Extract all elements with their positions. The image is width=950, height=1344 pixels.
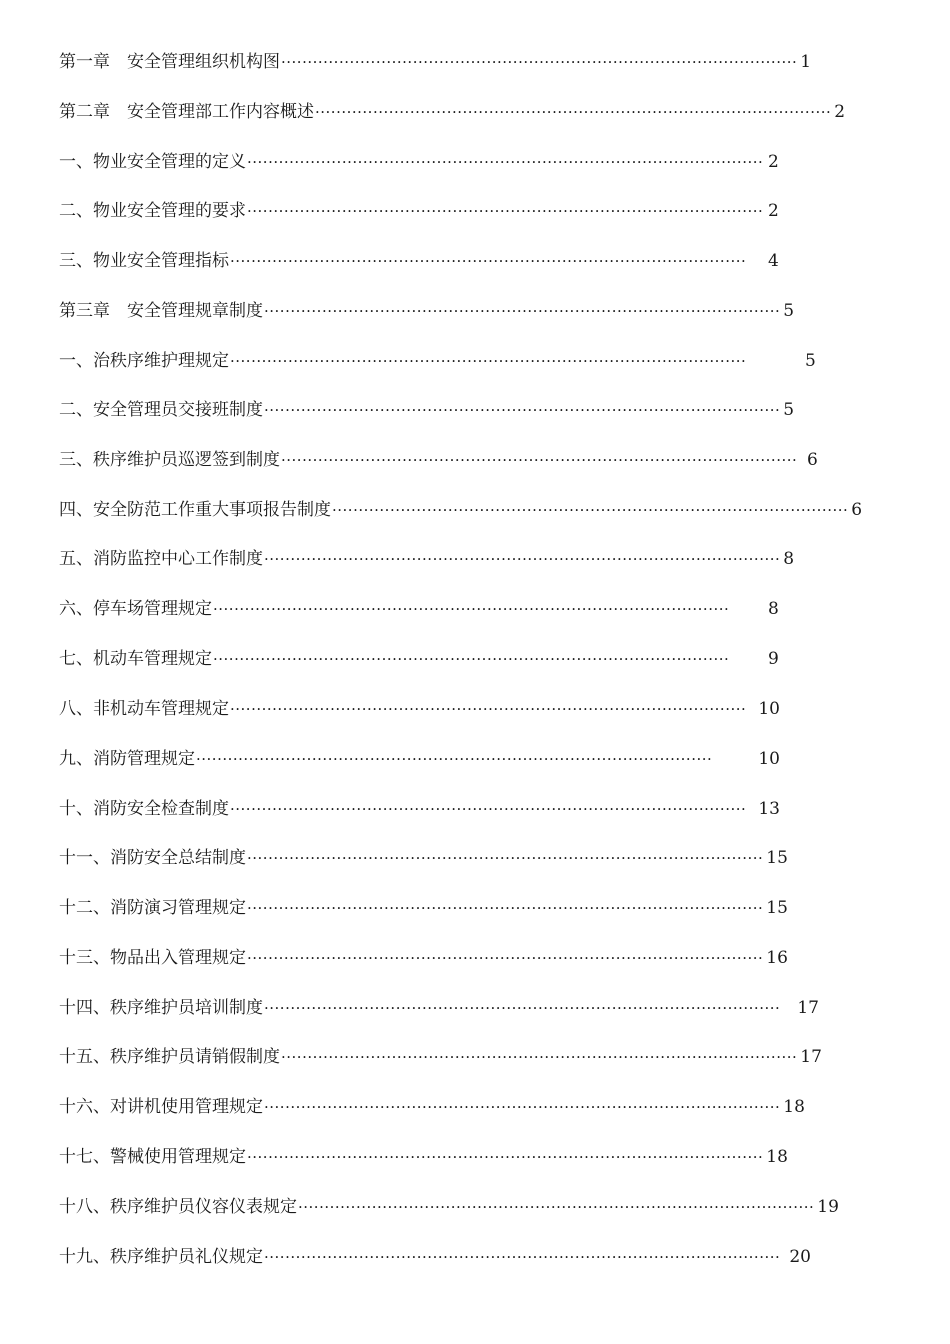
dot-leader: ··································································································	[196, 750, 713, 768]
toc-entry[interactable]	[59, 945, 788, 971]
toc-entry-title: 第一章 安全管理组织机构图	[59, 52, 280, 72]
toc-entry-title: 十五、秩序维护员请销假制度	[59, 1047, 280, 1067]
toc-entry-page: 15	[766, 898, 788, 918]
dot-leader: ··································································································	[247, 949, 764, 967]
dot-leader: ··································································································	[264, 401, 781, 419]
toc-entry-page: 8	[768, 599, 779, 619]
toc-entry[interactable]	[59, 1144, 788, 1170]
dot-leader: ··································································································	[298, 1198, 815, 1216]
toc-entry[interactable]	[59, 149, 780, 175]
dot-leader: ··································································································	[230, 700, 747, 718]
toc-entry-title: 八、非机动车管理规定	[59, 699, 229, 719]
toc-entry-title: 第三章 安全管理规章制度	[59, 301, 263, 321]
toc-entry-page: 1	[800, 52, 812, 72]
toc-entry-page: 8	[783, 549, 795, 569]
toc-entry[interactable]	[59, 845, 788, 871]
dot-leader: ··································································································	[315, 103, 832, 121]
dot-leader: ··································································································	[264, 1248, 781, 1266]
toc-entry-page: 19	[817, 1197, 839, 1217]
dot-leader: ··································································································	[281, 53, 798, 71]
dot-leader: ··································································································	[264, 1098, 781, 1116]
toc-entry[interactable]	[59, 49, 812, 75]
toc-entry-page: 10	[758, 749, 780, 769]
toc-entry-page: 13	[758, 799, 780, 819]
dot-leader: ··································································································	[230, 252, 747, 270]
toc-entry[interactable]	[59, 696, 780, 722]
toc-entry-page: 15	[766, 848, 788, 868]
toc-entry-title: 十四、秩序维护员培训制度	[59, 998, 263, 1018]
toc-entry[interactable]	[59, 298, 795, 324]
toc-entry[interactable]	[59, 1194, 839, 1220]
dot-leader: ··································································································	[230, 800, 747, 818]
toc-entry-title: 二、安全管理员交接班制度	[59, 400, 263, 420]
toc-entry-title: 十九、秩序维护员礼仪规定	[59, 1247, 263, 1267]
toc-entry-page: 6	[851, 500, 863, 520]
dot-leader: ··································································································	[213, 600, 730, 618]
toc-entry[interactable]	[59, 348, 817, 374]
dot-leader: ··································································································	[264, 550, 781, 568]
toc-entry[interactable]	[59, 895, 788, 921]
toc-entry-page: 2	[768, 201, 779, 221]
toc-entry-title: 三、秩序维护员巡逻签到制度	[59, 450, 280, 470]
toc-entry-page: 10	[758, 699, 780, 719]
dot-leader: ··································································································	[281, 451, 798, 469]
toc-entry[interactable]	[59, 596, 780, 622]
toc-entry-title: 六、停车场管理规定	[59, 599, 212, 619]
toc-entry-title: 十、消防安全检查制度	[59, 799, 229, 819]
dot-leader: ··································································································	[247, 153, 764, 171]
toc-entry-title: 十二、消防演习管理规定	[59, 898, 246, 918]
toc-entry[interactable]	[59, 1094, 805, 1120]
dot-leader: ··································································································	[264, 999, 781, 1017]
toc-entry[interactable]	[59, 99, 846, 125]
dot-leader: ··································································································	[264, 302, 781, 320]
dot-leader: ··································································································	[247, 899, 764, 917]
toc-entry-page: 18	[783, 1097, 805, 1117]
toc-entry-page: 20	[789, 1247, 811, 1267]
dot-leader: ··································································································	[332, 501, 849, 519]
toc-entry[interactable]	[59, 995, 819, 1021]
toc-entry-page: 4	[768, 251, 779, 271]
toc-entry[interactable]	[59, 546, 795, 572]
toc-entry-title: 七、机动车管理规定	[59, 649, 212, 669]
toc-entry-page: 5	[783, 301, 795, 321]
toc-entry-title: 十八、秩序维护员仪容仪表规定	[59, 1197, 297, 1217]
toc-entry-title: 五、消防监控中心工作制度	[59, 549, 263, 569]
toc-entry-title: 十六、对讲机使用管理规定	[59, 1097, 263, 1117]
toc-entry[interactable]	[59, 796, 780, 822]
toc-entry[interactable]	[59, 397, 795, 423]
toc-entry-title: 十一、消防安全总结制度	[59, 848, 246, 868]
toc-entry-title: 十七、警械使用管理规定	[59, 1147, 246, 1167]
toc-entry-title: 二、物业安全管理的要求	[59, 201, 246, 221]
dot-leader: ··································································································	[247, 202, 764, 220]
toc-entry-page: 17	[797, 998, 819, 1018]
dot-leader: ··································································································	[247, 1148, 764, 1166]
dot-leader: ··································································································	[281, 1048, 798, 1066]
dot-leader: ··································································································	[230, 352, 747, 370]
toc-entry-title: 第二章 安全管理部工作内容概述	[59, 102, 314, 122]
toc-entry[interactable]	[59, 1244, 811, 1270]
toc-entry-title: 九、消防管理规定	[59, 749, 195, 769]
toc-entry[interactable]	[59, 447, 819, 473]
toc-entry[interactable]	[59, 198, 780, 224]
toc-entry-page: 18	[766, 1147, 788, 1167]
toc-entry-title: 一、物业安全管理的定义	[59, 152, 246, 172]
toc-entry[interactable]	[59, 646, 780, 672]
toc-entry-page: 16	[766, 948, 788, 968]
dot-leader: ··································································································	[247, 849, 764, 867]
toc-entry-title: 十三、物品出入管理规定	[59, 948, 246, 968]
toc-entry-page: 2	[834, 102, 846, 122]
toc-entry[interactable]	[59, 248, 780, 274]
toc-entry-page: 2	[768, 152, 779, 172]
toc-entry-page: 5	[783, 400, 795, 420]
toc-entry[interactable]	[59, 1044, 822, 1070]
toc-entry-title: 一、治秩序维护理规定	[59, 351, 229, 371]
toc-entry[interactable]	[59, 497, 863, 523]
toc-entry-page: 17	[800, 1047, 822, 1067]
toc-entry-page: 6	[807, 450, 818, 470]
toc-entry-page: 9	[768, 649, 779, 669]
toc-entry-title: 四、安全防范工作重大事项报告制度	[59, 500, 331, 520]
dot-leader: ··································································································	[213, 650, 730, 668]
toc-entry[interactable]	[59, 746, 780, 772]
toc-entry-page: 5	[805, 351, 816, 371]
toc-entry-title: 三、物业安全管理指标	[59, 251, 229, 271]
